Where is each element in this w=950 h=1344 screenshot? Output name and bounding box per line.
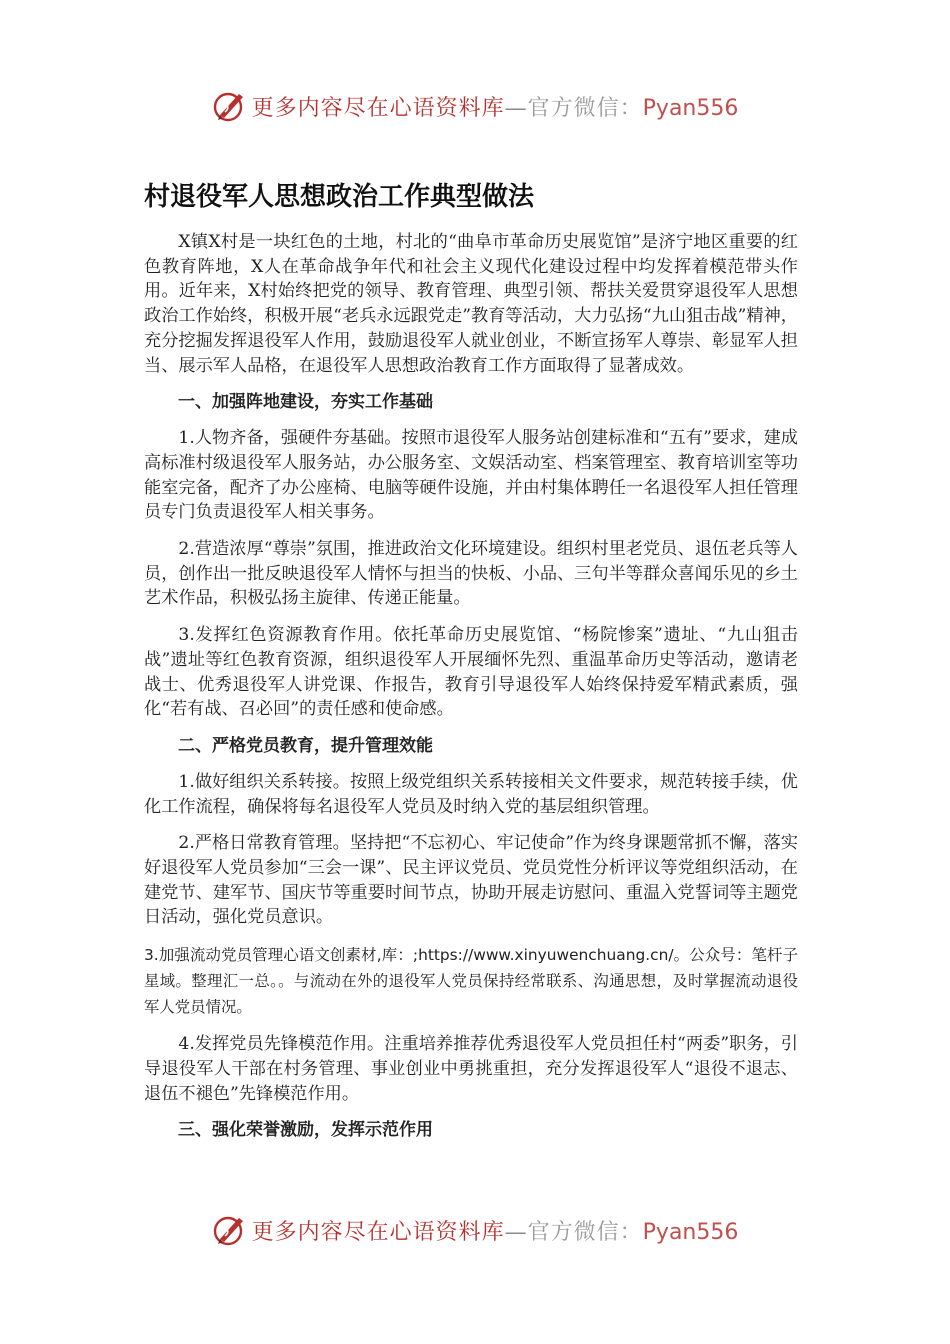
document-body [144, 230, 798, 1154]
footer-banner [0, 1210, 950, 1250]
section-1-item-3: 3.发挥红色资源教育作用。依托革命历史展览馆、“杨院惨案”遗址、“九山狙击战”遗址等红色教育资源，组织退役军人开展缅怀先烈、重温革命历史等活动，邀请老战士、优秀退役军人讲党课、作报告，教育引导退役军人始终保持爱军精武素质，强化“若有战、召必回”的责任感和使命感。 [144, 625, 798, 720]
section-2-item-4: 4.发挥党员先锋模范作用。注重培养推荐优秀退役军人党员担任村“两委”职务，引导退役军人干部在村务管理、事业创业中勇挑重担，充分发挥退役军人“退役不退志、退伍不褪色”先锋模范作用。 [144, 1034, 798, 1104]
banner-main: 更多内容尽在心语资料库 [251, 1219, 505, 1245]
banner-dash: — [504, 95, 528, 121]
document-title: 村退役军人思想政治工作典型做法 [144, 182, 535, 212]
section-1-item-2: 2.营造浓厚“尊崇”氛围，推进政治文化环境建设。组织村里老党员、退伍老兵等人员，创作出一批反映退役军人情怀与担当的快板、小品、三句半等群众喜闻乐见的乡土艺术作品，积极弘扬主旋律、传递正能量。 [144, 539, 798, 609]
section-2-item-2: 2.严格日常教育管理。坚持把“不忘初心、牢记使命”作为终身课题常抓不懈，落实好退役军人党员参加“三会一课”、民主评议党员、党员党性分析评议等党组织活动，在建党节、建军节、国庆节等重要时间节点，协助开展走访慰问、重温入党誓词等主题党日活动，强化党员意识。 [144, 833, 798, 928]
section-2-item-1: 1.做好组织关系转接。按照上级党组织关系转接相关文件要求，规范转接手续，优化工作流程，确保将每名退役军人党员及时纳入党的基层组织管理。 [144, 771, 798, 817]
banner-text [252, 1215, 739, 1246]
section-1-item-1: 1.人物齐备，强硬件夯基础。按照市退役军人服务站创建标准和“五有”要求，建成高标准村级退役军人服务站，办公服务室、文娱活动室、档案管理室、教育培训室等功能室完备，配齐了办公座椅、电脑等硬件设施，并由村集体聘任一名退役军人担任管理员专门负责退役军人相关事务。 [144, 428, 798, 523]
section-heading-2: 二、严格党员教育，提升管理效能 [178, 735, 433, 756]
banner-main: 更多内容尽在心语资料库 [251, 95, 505, 121]
section-heading-3: 三、强化荣誉激励，发挥示范作用 [178, 1120, 433, 1141]
banner-text [252, 91, 739, 122]
pen-logo-icon [212, 1212, 248, 1248]
banner-label: 官方微信： [527, 95, 643, 121]
section-heading-1: 一、加强阵地建设，夯实工作基础 [178, 392, 433, 413]
banner-wechat-id: Pyan556 [642, 1219, 739, 1245]
banner-label: 官方微信： [527, 1219, 643, 1245]
intro-paragraph: X镇X村是一块红色的土地，村北的“曲阜市革命历史展览馆”是济宁地区重要的红色教育阵地，X人在革命战争年代和社会主义现代化建设过程中均发挥着模范带头作用。近年来，X村始终把党的领导、教育管理、典型引领、帮扶关爱贯穿退役军人思想政治工作始终，积极开展“老兵永远跟党走”教育等活动，大力弘扬“九山狙击战”精神，充分挖掘发挥退役军人作用，鼓励退役军人就业创业，不断宣扬军人尊崇、彰显军人担当、展示军人品格，在退役军人思想政治教育工作方面取得了显著成效。 [144, 232, 798, 376]
pen-logo-icon [212, 88, 248, 124]
header-banner [0, 86, 950, 126]
banner-wechat-id: Pyan556 [642, 95, 739, 121]
banner-dash: — [504, 1219, 528, 1245]
section-2-item-3: 3.加强流动党员管理心语文创素材,库：;https://www.xinyuwenchuang.cn/。公众号：笔杆子星域。整理汇一总。。与流动在外的退役军人党员保持经常联系、沟通思想，及时掌握流动退役军人党员情况。 [144, 946, 798, 1017]
